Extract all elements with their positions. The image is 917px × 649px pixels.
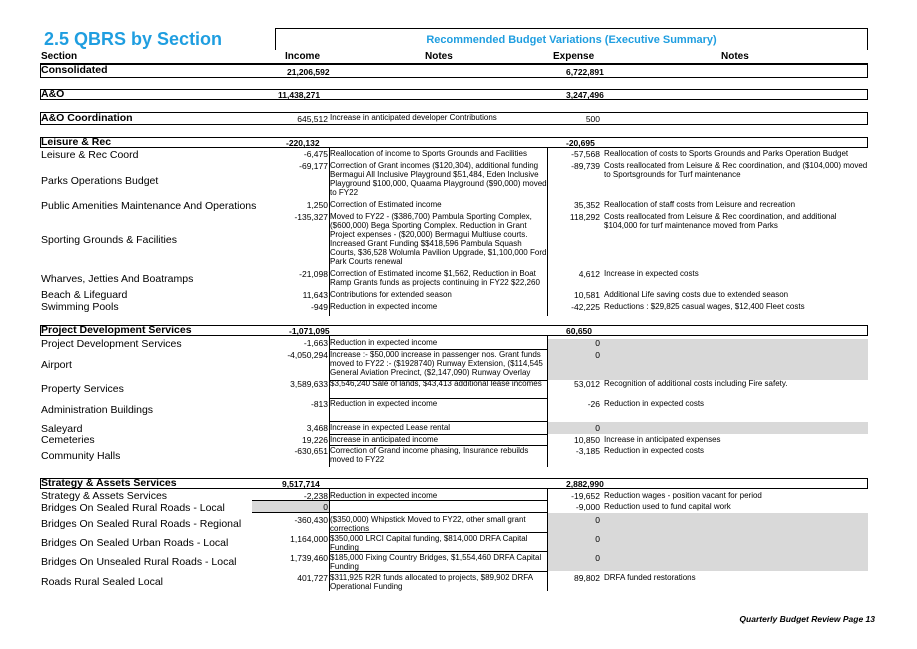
- ao-coordination-expense: 500: [585, 114, 600, 124]
- row-income-note: $185,000 Fixing Country Bridges, $1,554,460 DRFA Capital Funding: [330, 553, 542, 571]
- row-expense-note: Recognition of additional costs including Fire safety.: [604, 379, 788, 388]
- row-income: 3,468: [306, 423, 328, 433]
- consolidated-box: [40, 64, 868, 78]
- row-income: -6,475: [303, 149, 328, 159]
- row-income-note: Increase in expected Lease rental: [330, 423, 451, 432]
- pds-label: Project Development Services: [41, 324, 192, 336]
- row-name: Sporting Grounds & Facilities: [41, 234, 177, 246]
- row-income: -813: [310, 399, 328, 409]
- row-expense-note: Costs reallocated from Leisure & Rec coordination, and additional $104,000 for turf maintenance moved from Parks: [604, 212, 837, 230]
- row-expense: 0: [595, 338, 600, 348]
- row-income-note: Reduction in expected income: [330, 399, 438, 408]
- consolidated-expense: 6,722,891: [566, 67, 604, 77]
- row-expense: 89,802: [574, 573, 600, 583]
- row-expense-note: Increase in expected costs: [604, 269, 699, 278]
- row-income: -1,663: [303, 338, 328, 348]
- consolidated-income: 21,206,592: [287, 67, 330, 77]
- sas-line: [252, 512, 548, 513]
- header-expense: Expense: [553, 51, 595, 62]
- ao-coordination-label: A&O Coordination: [41, 112, 133, 124]
- row-name: Bridges On Sealed Urban Roads - Local: [41, 537, 229, 549]
- sas-line: [329, 571, 548, 572]
- sas-label: Strategy & Assets Services: [41, 477, 177, 489]
- row-income-note: Reduction in expected income: [330, 491, 438, 500]
- header-expense-notes: Notes: [721, 51, 749, 62]
- row-expense: -42,225: [571, 302, 600, 312]
- row-income: -21,098: [299, 269, 328, 279]
- row-income: 19,226: [302, 435, 328, 445]
- row-expense-note: Reduction in expected costs: [604, 399, 705, 408]
- row-expense-note: Additional Life saving costs due to extended season: [604, 290, 789, 299]
- row-name: Bridges On Sealed Rural Roads - Local: [41, 502, 225, 514]
- row-income-note: Correction of Grand income phasing, Insurance rebuilds moved to FY22: [330, 446, 529, 464]
- row-expense-note: Costs reallocated from Leisure & Rec coordination, and ($104,000) moved to Sportsgrounds for Turf maintenance: [604, 161, 868, 179]
- leisure-rec-income: -220,132: [286, 138, 320, 148]
- summary-title: Recommended Budget Variations (Executive Summary): [426, 34, 717, 46]
- row-income-note: Increase :- $50,000 increase in passenger nos. Grant funds moved to FY22 :- ($1928740) Runway Extension, ($114,545 General Aviation Precinct, ($2,147,090) Runway Overlay: [330, 350, 543, 377]
- page-title: 2.5 QBRS by Section: [44, 29, 223, 49]
- header-income-notes: Notes: [425, 51, 453, 62]
- row-name: Saleyard: [41, 423, 83, 435]
- ao-income: 11,438,271: [278, 90, 321, 100]
- header-section: Section: [41, 51, 78, 62]
- row-expense-note: Reductions : $29,825 casual wages, $12,400 Fleet costs: [604, 302, 805, 311]
- row-income-note: Moved to FY22 - ($386,700) Pambula Sporting Complex, ($600,000) Bega Sporting Complex. Reduction in Grant Project expenses - ($20,000) Bermagui Multiuse courts. Increased Grant Funding $$418,596 Pambula Squash Courts, $36,528 Wolumla Pavilion Upgrade, $1,100,000 Ford Park Courts renewal: [330, 212, 547, 266]
- row-income-note: Reduction in expected income: [330, 338, 438, 347]
- row-expense: 53,012: [574, 379, 600, 389]
- row-income: 11,643: [302, 290, 328, 300]
- row-name: Strategy & Assets Services: [41, 490, 168, 502]
- row-name: Property Services: [41, 383, 124, 395]
- row-income: -949: [310, 302, 328, 312]
- row-income-note: Correction of Grant incomes ($120,304), additional funding Bermagui All Inclusive Playground $51,484, Eden Inclusive Playground $100,000, Quaama Playground ($90,000) moved to FY22: [330, 161, 547, 197]
- row-expense: -19,652: [571, 491, 600, 501]
- row-name: Public Amenities Maintenance And Operations: [41, 200, 257, 212]
- row-income: 401,727: [297, 573, 328, 583]
- ao-box: [40, 89, 868, 100]
- row-expense: 4,612: [578, 269, 600, 279]
- row-expense: -89,739: [571, 161, 600, 171]
- row-expense: 10,581: [574, 290, 600, 300]
- row-income-note: Reallocation of income to Sports Grounds and Facilities: [330, 149, 527, 158]
- row-income: 0: [323, 502, 328, 512]
- sas-expense: 2,882,990: [566, 479, 604, 489]
- row-expense-note: Reduction wages - position vacant for period: [604, 491, 762, 500]
- row-income-note: Correction of Estimated income $1,562, Reduction in Boat Ramp Grants funds as projects continuing in FY22 $22,260: [330, 269, 540, 287]
- row-name: Cemeteries: [41, 434, 95, 446]
- row-name: Bridges On Sealed Rural Roads - Regional: [41, 518, 242, 530]
- summary-header-box: [275, 28, 868, 50]
- row-expense: 0: [595, 350, 600, 360]
- row-name: Leisure & Rec Coord: [41, 149, 139, 161]
- row-name: Roads Rural Sealed Local: [41, 576, 163, 588]
- row-expense: 35,352: [574, 200, 600, 210]
- row-name: Wharves, Jetties And Boatramps: [41, 273, 194, 285]
- row-expense-note: DRFA funded restorations: [604, 573, 696, 582]
- row-expense: 10,850: [574, 435, 600, 445]
- row-name: Administration Buildings: [41, 404, 154, 416]
- row-expense: -9,000: [575, 502, 600, 512]
- row-income-note: Correction of Estimated income: [330, 200, 442, 209]
- leisure-rec-box: [40, 137, 868, 148]
- pds-expense: 60,650: [566, 326, 592, 336]
- row-name: Parks Operations Budget: [41, 175, 159, 187]
- row-expense-note: Reallocation of costs to Sports Grounds and Parks Operation Budget: [604, 149, 849, 158]
- ao-expense: 3,247,496: [566, 90, 604, 100]
- row-income: -2,238: [303, 491, 328, 501]
- row-expense-note: Reduction in expected costs: [604, 446, 705, 455]
- ao-coordination-income: 645,512: [297, 114, 328, 124]
- pds-income: -1,071,095: [289, 326, 330, 336]
- row-expense: 0: [595, 423, 600, 433]
- row-expense: -3,185: [575, 446, 600, 456]
- leisure-rec-expense: -20,695: [566, 138, 595, 148]
- row-income: -360,430: [294, 515, 328, 525]
- row-income-note: $3,546,240 Sale of lands, $43,413 additional lease incomes: [330, 379, 542, 388]
- row-income-note: Increase in anticipated income: [330, 435, 439, 444]
- row-income: 1,739,460: [290, 553, 328, 563]
- leisure-rec-label: Leisure & Rec: [41, 136, 112, 148]
- row-income: -135,327: [294, 212, 328, 222]
- row-income-note: Contributions for extended season: [330, 290, 452, 299]
- page-footer: Quarterly Budget Review Page 13: [739, 614, 875, 624]
- row-income-note: ($350,000) Whipstick Moved to FY22, other small grant corrections: [330, 515, 526, 533]
- row-income-note: Reduction in expected income: [330, 302, 438, 311]
- header-income: Income: [285, 51, 321, 62]
- row-income-note: $311,925 R2R funds allocated to projects, $89,902 DRFA Operational Funding: [330, 573, 533, 591]
- row-expense: -26: [587, 399, 600, 409]
- row-expense: 0: [595, 553, 600, 563]
- row-name: Beach & Lifeguard: [41, 289, 128, 301]
- ao-label: A&O: [41, 88, 65, 100]
- row-income: 1,164,000: [290, 534, 328, 544]
- row-income: -4,050,294: [287, 350, 328, 360]
- row-expense: -57,568: [571, 149, 600, 159]
- row-name: Project Development Services: [41, 338, 182, 350]
- row-expense-note: Reallocation of staff costs from Leisure and recreation: [604, 200, 796, 209]
- row-income: -69,177: [299, 161, 328, 171]
- row-name: Airport: [41, 359, 72, 371]
- row-expense: 0: [595, 515, 600, 525]
- row-name: Bridges On Unsealed Rural Roads - Local: [41, 556, 237, 568]
- row-expense-note: Increase in anticipated expenses: [604, 435, 721, 444]
- sas-income: 9,517,714: [282, 479, 320, 489]
- ao-coordination-income-note: Increase in anticipated developer Contributions: [330, 113, 497, 122]
- pds-line: [329, 421, 548, 422]
- row-expense: 118,292: [569, 212, 600, 222]
- consolidated-label: Consolidated: [41, 64, 108, 76]
- row-name: Swimming Pools: [41, 301, 119, 313]
- row-income: -630,651: [294, 446, 328, 456]
- row-expense-note: Reduction used to fund capital work: [604, 502, 731, 511]
- row-name: Community Halls: [41, 450, 121, 462]
- row-expense: 0: [595, 534, 600, 544]
- row-income: 1,250: [306, 200, 328, 210]
- row-income: 3,589,633: [290, 379, 328, 389]
- row-income-note: $350,000 LRCI Capital funding, $814,000 DRFA Capital Funding: [330, 534, 528, 552]
